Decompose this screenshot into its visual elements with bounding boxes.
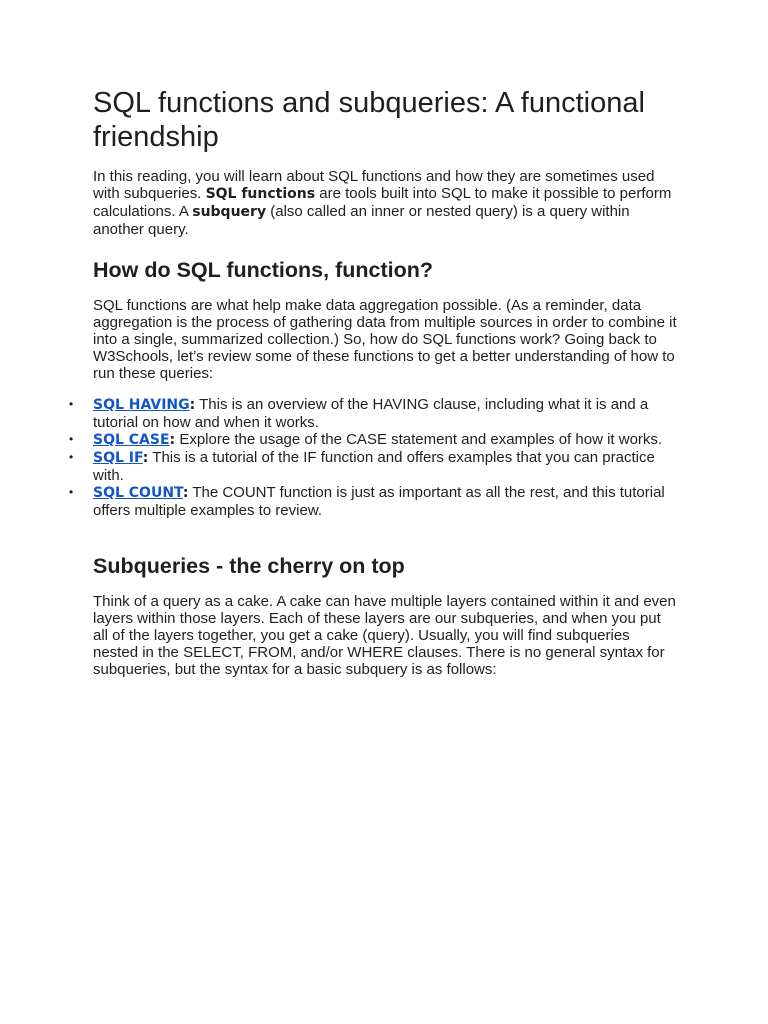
link-sql-count[interactable]: SQL COUNT bbox=[93, 485, 183, 501]
bullet-icon: • bbox=[69, 432, 74, 446]
item-text: The COUNT function is just as important as all the rest, and this tutorial offers multiple examples to review. bbox=[93, 484, 665, 519]
page-title: SQL functions and subqueries: A functional friendship bbox=[93, 87, 645, 153]
intro-text-1: In this reading, you will learn about SQL functions and how they are sometimes used with subqueries. bbox=[93, 168, 655, 202]
bullet-icon: • bbox=[69, 450, 74, 464]
item-text: This is an overview of the HAVING clause, including what it is and a tutorial on how and when it works. bbox=[93, 396, 649, 431]
functions-paragraph: SQL functions are what help make data aggregation possible. (As a reminder, data aggregation is the process of gathering data from multiple sources in order to combine it into a single, summarized collection.) So, how do SQL functions work? Going back to W3Schools, let’s review some of these functions to get a better understanding of how to run these queries: bbox=[93, 297, 677, 382]
functions-link-list bbox=[69, 396, 678, 519]
bullet-icon: • bbox=[69, 397, 74, 411]
link-sql-case[interactable]: SQL CASE bbox=[93, 432, 170, 448]
section-heading-subqueries: Subqueries - the cherry on top bbox=[93, 554, 405, 578]
intro-text-2: are tools built into SQL to make it possible to perform calculations. A bbox=[93, 185, 672, 220]
subqueries-paragraph: Think of a query as a cake. A cake can have multiple layers contained within it and even layers within those layers. Each of these layers are our subqueries, and when you put all of the layers together, you get a cake (query). Usually, you will find subqueries nested in the SELECT, FROM, and/or WHERE clauses. There is no general syntax for subqueries, but the syntax for a basic subquery is as follows: bbox=[93, 593, 676, 678]
intro-paragraph bbox=[93, 168, 678, 238]
list-item bbox=[69, 431, 678, 449]
list-item bbox=[69, 396, 678, 431]
document-page bbox=[69, 86, 678, 678]
link-sql-if[interactable]: SQL IF bbox=[93, 450, 143, 466]
item-colon: : bbox=[182, 485, 189, 501]
term-sql-functions: SQL functions bbox=[205, 186, 316, 202]
item-colon: : bbox=[189, 397, 196, 413]
term-subquery: subquery bbox=[192, 204, 267, 220]
item-colon: : bbox=[169, 432, 176, 448]
item-text: This is a tutorial of the IF function and offers examples that you can practice with. bbox=[93, 449, 655, 484]
intro-text-3: (also called an inner or nested query) is a query within another query. bbox=[93, 203, 630, 238]
link-sql-having[interactable]: SQL HAVING bbox=[93, 397, 190, 413]
list-item bbox=[69, 484, 678, 519]
section-heading-functions: How do SQL functions, function? bbox=[93, 258, 433, 282]
bullet-icon: • bbox=[69, 485, 74, 499]
list-item bbox=[69, 449, 678, 484]
item-text: Explore the usage of the CASE statement and examples of how it works. bbox=[175, 431, 663, 448]
item-colon: : bbox=[142, 450, 149, 466]
